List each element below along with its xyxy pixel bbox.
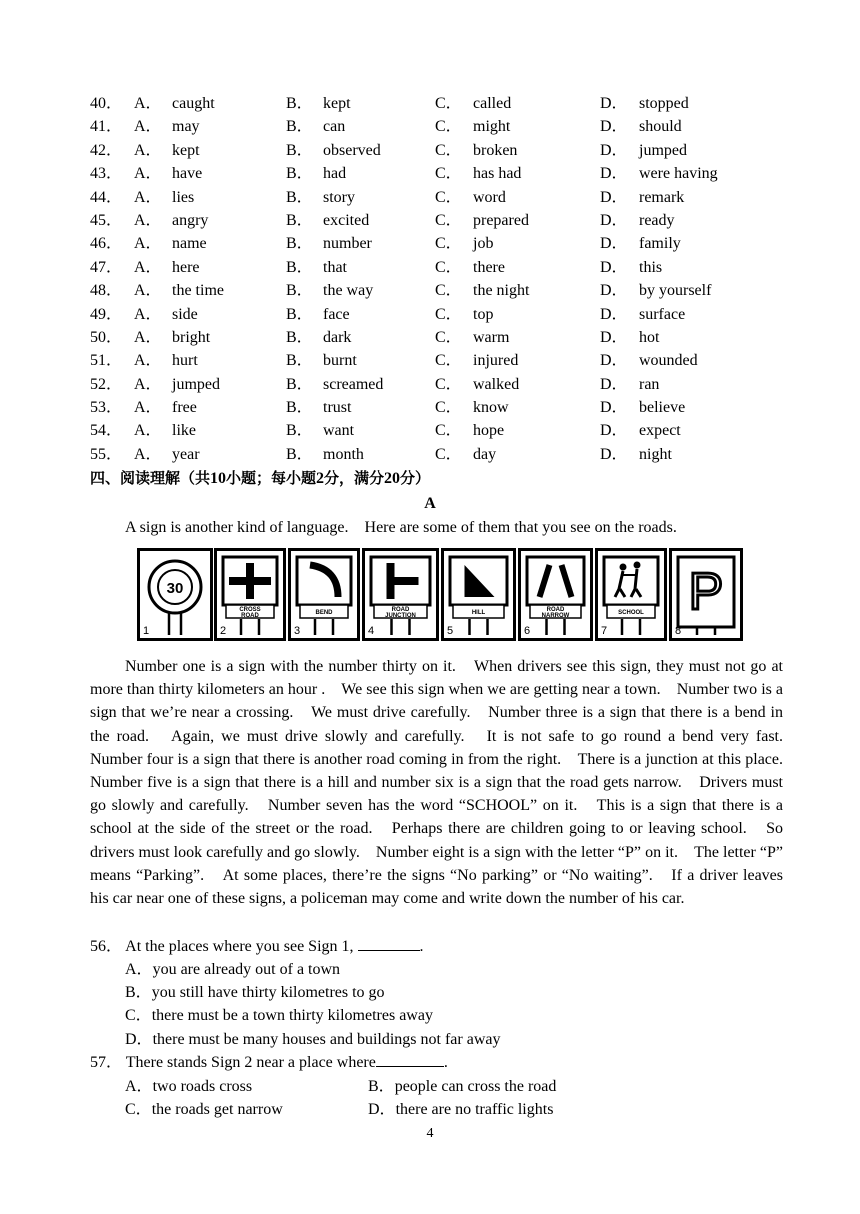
- option-b-text[interactable]: that: [323, 258, 347, 276]
- choice-row: [90, 256, 790, 279]
- option-letter-a[interactable]: A．: [134, 211, 162, 229]
- option-c-text[interactable]: called: [473, 95, 512, 112]
- option-letter-c[interactable]: C．: [435, 258, 462, 276]
- option-letter-a[interactable]: A．: [134, 305, 162, 323]
- crossroad-sign: [214, 548, 286, 641]
- sign-label: JUNCTION: [385, 613, 416, 619]
- option-letter-b[interactable]: B．: [286, 422, 313, 440]
- sign-label: SCHOOL: [618, 610, 644, 616]
- question-number: 53．: [90, 399, 123, 417]
- option-c-text[interactable]: might: [473, 118, 511, 136]
- passage-letter: A: [424, 495, 436, 512]
- option-a-text[interactable]: hurt: [172, 352, 198, 370]
- question-number: 43．: [90, 165, 123, 183]
- option-letter-d[interactable]: D．: [600, 328, 628, 346]
- option-a-text[interactable]: name: [172, 235, 207, 253]
- option-c-text[interactable]: has had: [473, 165, 522, 183]
- option-d-text[interactable]: should: [639, 118, 682, 136]
- choice-row: [90, 443, 790, 466]
- option-letter-d[interactable]: D．: [600, 282, 628, 300]
- option-letter-c[interactable]: C．: [435, 352, 462, 370]
- choice-row: [90, 115, 790, 138]
- question-number: 48．: [90, 282, 123, 300]
- hill-sign-icon: [444, 551, 513, 638]
- question-number: 52．: [90, 375, 123, 393]
- option-letter-c[interactable]: C．: [435, 165, 462, 183]
- option-letter-d[interactable]: D．: [600, 141, 628, 159]
- option-d-text[interactable]: wounded: [639, 352, 698, 370]
- option-letter-d[interactable]: D．: [600, 399, 628, 417]
- option-a-text[interactable]: may: [172, 118, 200, 136]
- sign-label: 30: [166, 580, 184, 597]
- option-b-text[interactable]: excited: [323, 211, 370, 229]
- option-b-text[interactable]: story: [323, 188, 355, 206]
- option-d-text[interactable]: remark: [639, 188, 685, 206]
- sign-number: 8: [675, 625, 682, 637]
- option-b-text[interactable]: dark: [323, 328, 352, 346]
- option-letter-a[interactable]: A．: [134, 399, 162, 417]
- option-a-text[interactable]: year: [172, 445, 200, 463]
- sign-label: P: [688, 563, 724, 621]
- option-d-text[interactable]: believe: [639, 399, 686, 417]
- parking-sign-icon: [672, 551, 740, 638]
- option-a-text[interactable]: lies: [172, 188, 195, 206]
- sign-label: HILL: [471, 610, 486, 616]
- road-signs-strip: [137, 548, 743, 644]
- option-a-text[interactable]: have: [172, 165, 203, 183]
- sign-number: 5: [447, 625, 454, 637]
- option-56-c[interactable]: C．there must be a town thirty kilometres away: [125, 1007, 433, 1024]
- option-a-text[interactable]: jumped: [172, 375, 220, 393]
- option-56-b[interactable]: B．you still have thirty kilometres to go: [125, 984, 385, 1001]
- option-letter-d[interactable]: D．: [600, 375, 628, 393]
- option-b-text[interactable]: the way: [323, 282, 374, 300]
- option-letter-d[interactable]: D．: [600, 165, 628, 183]
- question-number: 40．: [90, 95, 123, 112]
- question-number: 41．: [90, 118, 123, 136]
- question-number: 55．: [90, 445, 123, 463]
- choice-row: [90, 232, 790, 255]
- option-letter-b[interactable]: B．: [286, 445, 313, 463]
- sign-label: CROSS: [239, 607, 261, 613]
- option-letter-b[interactable]: B．: [286, 282, 313, 300]
- option-letter-a[interactable]: A．: [134, 375, 162, 393]
- option-d-text[interactable]: expect: [639, 422, 681, 440]
- option-d-text[interactable]: were having: [639, 165, 718, 183]
- sign-number: 3: [294, 625, 301, 637]
- option-a-text[interactable]: angry: [172, 211, 209, 229]
- crossroad-sign-icon: [217, 551, 283, 638]
- option-letter-c[interactable]: C．: [435, 118, 462, 136]
- option-letter-a[interactable]: A．: [134, 422, 162, 440]
- question-56: 56． At the places where you see Sign 1, .: [90, 935, 424, 958]
- option-c-text[interactable]: walked: [473, 375, 520, 393]
- option-56-d[interactable]: D．there must be many houses and buildings not far away: [125, 1031, 501, 1048]
- option-b-text[interactable]: screamed: [323, 375, 384, 393]
- option-57-d[interactable]: D．there are no traffic lights: [368, 1101, 554, 1118]
- option-d-text[interactable]: stopped: [639, 95, 689, 112]
- question-57: 57． There stands Sign 2 near a place where .: [90, 1051, 448, 1074]
- option-letter-b[interactable]: B．: [286, 141, 313, 159]
- option-a-text[interactable]: like: [172, 422, 196, 440]
- answer-blank[interactable]: [358, 935, 420, 951]
- option-letter-a[interactable]: A．: [134, 282, 162, 300]
- option-b-text[interactable]: had: [323, 165, 347, 183]
- option-b-text[interactable]: can: [323, 118, 346, 136]
- question-number: 51．: [90, 352, 123, 370]
- option-a-text[interactable]: here: [172, 258, 200, 276]
- option-letter-b[interactable]: B．: [286, 95, 313, 112]
- sign-label: NARROW: [541, 613, 570, 619]
- sign-number: 7: [601, 625, 608, 637]
- option-d-text[interactable]: ready: [639, 211, 675, 229]
- option-c-text[interactable]: prepared: [473, 211, 529, 229]
- option-letter-c[interactable]: C．: [435, 305, 462, 323]
- option-c-text[interactable]: day: [473, 445, 497, 463]
- answer-blank[interactable]: [376, 1051, 444, 1067]
- choice-row: [90, 162, 790, 185]
- option-letter-b[interactable]: B．: [286, 118, 313, 136]
- option-letter-b[interactable]: B．: [286, 235, 313, 253]
- option-57-b[interactable]: B．people can cross the road: [368, 1078, 557, 1095]
- sign-number: 6: [524, 625, 531, 637]
- option-c-text[interactable]: know: [473, 399, 509, 417]
- option-b-text[interactable]: want: [323, 422, 355, 440]
- passage-intro: A sign is another kind of language. Here are some of them that you see on the roads.: [125, 519, 677, 536]
- choice-row: [90, 396, 790, 419]
- section-heading: 四、阅读理解（共10小题；每小题2分，满分20分）: [90, 469, 431, 487]
- sign-number: 4: [368, 625, 375, 637]
- option-letter-d[interactable]: D．: [600, 211, 628, 229]
- option-letter-c[interactable]: C．: [435, 375, 462, 393]
- hill-sign: [441, 548, 516, 641]
- option-letter-d[interactable]: D．: [600, 445, 628, 463]
- option-b-text[interactable]: face: [323, 305, 350, 323]
- choice-row: [90, 139, 790, 162]
- choice-row: [90, 419, 790, 442]
- option-letter-c[interactable]: C．: [435, 211, 462, 229]
- option-letter-a[interactable]: A．: [134, 235, 162, 253]
- choice-list: [90, 92, 790, 466]
- option-a-text[interactable]: bright: [172, 328, 211, 346]
- option-letter-b[interactable]: B．: [286, 399, 313, 417]
- choice-row: [90, 326, 790, 349]
- option-letter-d[interactable]: D．: [600, 352, 628, 370]
- option-57-a[interactable]: A．two roads cross: [125, 1078, 253, 1095]
- option-b-text[interactable]: observed: [323, 141, 381, 159]
- question-number: 47．: [90, 258, 123, 276]
- option-b-text[interactable]: kept: [323, 95, 351, 112]
- sign-label: ROAD: [241, 613, 259, 619]
- option-letter-d[interactable]: D．: [600, 305, 628, 323]
- option-56-a[interactable]: A．you are already out of a town: [125, 961, 341, 978]
- passage-paragraph: Number one is a sign with the number thirty on it. When drivers see this sign, they must not go at more than thirty kilometers an hour . We see this sign when we are getting near a town. Number two is a sign that we’re near a crossing. We must drive carefully. Number three is a sign that there is a bend in the road. Again, we must drive slowly and carefully. It is not safe to go round a bend very fast. Number four is a sign that there is another road coming in from the right. There is a junction at this place. Number five is a sign that there is a hill and number six is a sign that the road gets narrow. Drivers must go slowly and carefully. Number seven has the word “SCHOOL” on it. This is a sign that there is a school at the side of the street or the road. Perhaps there are children going to or leaving school. So drivers must look carefully and go slowly. Number eight is a sign with the letter “P” on it. The letter “P” means “Parking”. At some places, there’re the signs “No parking” or “No waiting”. If a driver leaves his car near one of these signs, a policeman may come and write down the number of his car.: [90, 658, 800, 908]
- option-d-text[interactable]: family: [639, 235, 681, 253]
- question-number: 44．: [90, 188, 123, 206]
- speed-limit-sign: [137, 548, 213, 641]
- question-number: 54．: [90, 422, 123, 440]
- choice-row: [90, 349, 790, 372]
- question-number: 45．: [90, 211, 123, 229]
- school-sign: [595, 548, 667, 641]
- option-d-text[interactable]: surface: [639, 305, 686, 323]
- option-b-text[interactable]: trust: [323, 399, 352, 417]
- option-letter-c[interactable]: C．: [435, 282, 462, 300]
- option-c-text[interactable]: hope: [473, 422, 505, 440]
- option-letter-c[interactable]: C．: [435, 141, 462, 159]
- option-c-text[interactable]: there: [473, 258, 505, 276]
- option-d-text[interactable]: jumped: [639, 141, 687, 159]
- option-d-text[interactable]: hot: [639, 328, 660, 346]
- option-d-text[interactable]: this: [639, 258, 663, 276]
- option-d-text[interactable]: by yourself: [639, 282, 712, 300]
- option-letter-d[interactable]: D．: [600, 188, 628, 206]
- option-letter-c[interactable]: C．: [435, 188, 462, 206]
- option-letter-c[interactable]: C．: [435, 399, 462, 417]
- speed-limit-sign-icon: [140, 551, 210, 638]
- option-c-text[interactable]: warm: [473, 328, 510, 346]
- option-letter-a[interactable]: A．: [134, 258, 162, 276]
- reading-passage: [90, 655, 800, 910]
- option-letter-a[interactable]: A．: [134, 118, 162, 136]
- choice-row: [90, 209, 790, 232]
- option-letter-b[interactable]: B．: [286, 375, 313, 393]
- junction-sign-icon: [365, 551, 436, 638]
- option-letter-d[interactable]: D．: [600, 235, 628, 253]
- option-letter-d[interactable]: D．: [600, 258, 628, 276]
- option-a-text[interactable]: free: [172, 399, 197, 417]
- choice-row: [90, 303, 790, 326]
- option-c-text[interactable]: job: [473, 235, 494, 253]
- question-number: 50．: [90, 328, 123, 346]
- option-a-text[interactable]: kept: [172, 141, 200, 159]
- option-c-text[interactable]: word: [473, 188, 506, 206]
- option-c-text[interactable]: injured: [473, 352, 519, 370]
- road-narrow-sign: [518, 548, 593, 641]
- sign-label: ROAD: [546, 607, 565, 613]
- option-letter-a[interactable]: A．: [134, 328, 162, 346]
- parking-sign: [669, 548, 743, 641]
- option-letter-c[interactable]: C．: [435, 235, 462, 253]
- choice-row: [90, 186, 790, 209]
- option-letter-b[interactable]: B．: [286, 188, 313, 206]
- option-c-text[interactable]: broken: [473, 141, 518, 159]
- question-number: 49．: [90, 305, 123, 323]
- option-b-text[interactable]: burnt: [323, 352, 357, 370]
- option-letter-b[interactable]: B．: [286, 165, 313, 183]
- page-number: 4: [426, 1126, 434, 1141]
- bend-sign-icon: [291, 551, 357, 638]
- option-letter-b[interactable]: B．: [286, 305, 313, 323]
- option-57-c[interactable]: C．the roads get narrow: [125, 1101, 283, 1118]
- question-number: 42．: [90, 141, 123, 159]
- option-c-text[interactable]: top: [473, 305, 494, 323]
- option-b-text[interactable]: month: [323, 445, 364, 463]
- sign-number: 2: [220, 625, 227, 637]
- option-letter-c[interactable]: C．: [435, 422, 462, 440]
- bend-sign: [288, 548, 360, 641]
- sign-number: 1: [143, 625, 150, 637]
- option-letter-b[interactable]: B．: [286, 258, 313, 276]
- option-letter-d[interactable]: D．: [600, 95, 628, 112]
- option-letter-c[interactable]: C．: [435, 328, 462, 346]
- option-letter-a[interactable]: A．: [134, 165, 162, 183]
- option-d-text[interactable]: ran: [639, 375, 660, 393]
- option-letter-b[interactable]: B．: [286, 211, 313, 229]
- school-sign-icon: [598, 551, 664, 638]
- option-a-text[interactable]: the time: [172, 282, 224, 300]
- option-letter-a[interactable]: A．: [134, 141, 162, 159]
- choice-row: [90, 373, 790, 396]
- option-letter-b[interactable]: B．: [286, 352, 313, 370]
- option-letter-d[interactable]: D．: [600, 422, 628, 440]
- option-b-text[interactable]: number: [323, 235, 372, 253]
- option-letter-d[interactable]: D．: [600, 118, 628, 136]
- option-letter-a[interactable]: A．: [134, 352, 162, 370]
- option-c-text[interactable]: the night: [473, 282, 530, 300]
- road-narrow-sign-icon: [521, 551, 590, 638]
- option-letter-a[interactable]: A．: [134, 188, 162, 206]
- sign-label: ROAD: [391, 607, 410, 613]
- choice-row: [90, 92, 790, 115]
- choice-row: [90, 279, 790, 302]
- sign-label: BEND: [315, 610, 333, 616]
- junction-sign: [362, 548, 439, 641]
- option-a-text[interactable]: side: [172, 305, 198, 323]
- option-letter-a[interactable]: A．: [134, 95, 162, 112]
- option-letter-c[interactable]: C．: [435, 95, 462, 112]
- option-letter-b[interactable]: B．: [286, 328, 313, 346]
- option-d-text[interactable]: night: [639, 445, 672, 463]
- question-number: 46．: [90, 235, 123, 253]
- option-letter-c[interactable]: C．: [435, 445, 462, 463]
- option-a-text[interactable]: caught: [172, 95, 215, 112]
- option-letter-a[interactable]: A．: [134, 445, 162, 463]
